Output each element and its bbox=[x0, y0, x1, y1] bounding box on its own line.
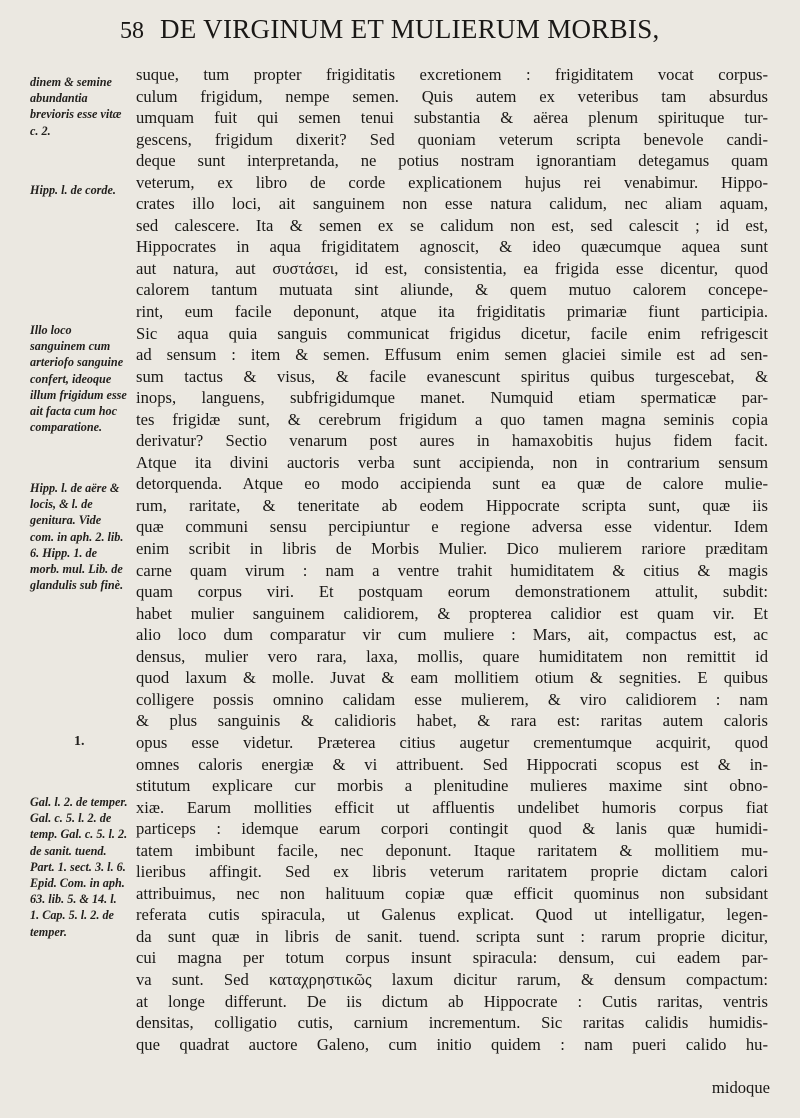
text-line: umquam fuit qui semen tenui substantia & aërea plenum spirituque tur- bbox=[136, 108, 768, 128]
text-line: enim scribit in libris de Morbis Mulier. Dico mulierem rariore præditam bbox=[136, 539, 768, 559]
text-line: da sunt quæ in libris de sanit. tuend. scripta sunt : rarum proprie dicitur, bbox=[136, 926, 768, 946]
text-line: colligere possis omnino calidam esse mulierem, & viro calidiorem : nam bbox=[136, 689, 768, 709]
text-line: densus, mulier vero rara, laxa, mollis, quare humiditatem non remittit id bbox=[136, 646, 768, 666]
text-line: quod laxum & molle. Juvat & eam mollitiem otium & segnities. E quibus bbox=[136, 668, 768, 688]
text-line: Atque ita divini auctoris verba sunt accipienda, non in contrarium sensum bbox=[136, 452, 768, 472]
text-line: gescens, frigidum dixerit? Sed quoniam veterum scripta benevole candi- bbox=[136, 129, 768, 149]
text-line: crates illo loci, ait sanguinem non esse natura calidum, nec aliam aquam, bbox=[136, 194, 768, 214]
margin-notes bbox=[30, 70, 128, 1110]
text-line: suque, tum propter frigiditatis excretionem : frigiditatem vocat corpus- bbox=[136, 65, 768, 84]
text-line: ad sensum : item & semen. Effusum enim semen glaciei simile est ad sen- bbox=[136, 345, 768, 365]
text-line: alio loco dum comparatur vir cum muliere : Mars, ait, compactus est, ac bbox=[136, 625, 768, 645]
text-line: tes frigidæ sunt, & cerebrum frigidum a quo tamen magna seminis copia bbox=[136, 409, 768, 429]
text-line: quam corpus viri. Et postquam eorum demonstrationem attulit, subdit: bbox=[136, 582, 768, 602]
text-line: calorem tantum mutuata sint aliunde, & quem mutuo calorem concepe- bbox=[136, 280, 768, 300]
text-line: xiæ. Earum mollities efficit ut affluentis undelibet humoris corpus fiat bbox=[136, 797, 768, 817]
text-line: habet mulier sanguinem calidiorem, & propterea calidior est quam vir. Et bbox=[136, 603, 768, 623]
text-line: rum, raritate, & teneritate ab eodem Hippocrate scripta sunt, quæ iis bbox=[136, 495, 768, 515]
text-line: sum tactus & visus, & facile evanescunt spiritus quibus turgescebat, & bbox=[136, 366, 768, 386]
text-line: derivatur? Sectio venarum post aures in hamaxobitis hujus fidem facit. bbox=[136, 431, 768, 451]
text-line: at longe differunt. De iis dictum ab Hippocrate : Cutis raritas, ventris bbox=[136, 991, 768, 1011]
margin-note: dinem & semine abundantia brevioris esse vitæ c. 2. bbox=[30, 75, 122, 138]
text-line: culum frigidum, nempe semen. Quis autem ex veteribus tam absurdus bbox=[136, 86, 768, 106]
text-line: veterum, ex libro de corde explicationem hujus rei venabimur. Hippo- bbox=[136, 172, 768, 192]
text-line: Hippocrates in aqua frigiditatem agnoscit, & ideo quæcumque aquea sunt bbox=[136, 237, 768, 257]
margin-note-number: 1. bbox=[74, 734, 85, 749]
text-line: Sic aqua quia sanguis communicat frigidus dicetur, facile enim refrigescit bbox=[136, 323, 768, 343]
margin-note: Hipp. l. de corde. bbox=[30, 183, 116, 197]
text-line: tatem imbibunt facile, nec deponunt. Itaque raritatem & mollitiem mu- bbox=[136, 840, 768, 860]
text-line: stitutum explicare cur morbis a plenitudine mulieres maxime sint obno- bbox=[136, 776, 768, 796]
text-line: inops, languens, subfrigidumque manet. Numquid etiam spermaticæ par- bbox=[136, 388, 768, 408]
page-header bbox=[120, 14, 780, 54]
text-line: particeps : idemque earum corpori contingit quod & lanis quæ humidi- bbox=[136, 819, 768, 839]
text-line: referata cutis spiracula, ut Galenus explicat. Quod ut intelligatur, legen- bbox=[136, 905, 768, 925]
margin-note: Gal. l. 2. de temper. Gal. c. 5. l. 2. de temp. Gal. c. 5. l. 2. de sanit. tuend. Part. 1. sect. 3. l. 6. Epid. Com. in aph. 63. lib. 5. & 14. l. 1. Cap. 5. l. 2. de temper. bbox=[30, 795, 128, 939]
text-line: aut natura, aut συστάσει, id est, consistentia, ea frigida esse dicentur, quod bbox=[136, 258, 768, 278]
page-number: 58 bbox=[120, 18, 144, 44]
text-line: carne quam virum : nam a ventre trahit humiditatem & citius & magis bbox=[136, 560, 768, 580]
body-text bbox=[136, 64, 768, 1084]
text-line: detorquenda. Atque eo modo accipienda sunt ea quæ de calore mulie- bbox=[136, 474, 768, 494]
text-line: va sunt. Sed καταχρηστικῶς laxum dicitur rarum, & densum compactum: bbox=[136, 969, 768, 989]
text-line: sed calescere. Ita & semen ex se calidum non est, sed calescit ; id est, bbox=[136, 215, 768, 235]
margin-note: Illo loco sanguinem cum arteriofo sanguine confert, ideoque illum frigidum esse ait facta cum hoc comparatione. bbox=[30, 323, 127, 435]
text-line: rint, eum facile deponunt, atque ita frigiditatis primariæ fiunt participia. bbox=[136, 302, 768, 322]
margin-note: Hipp. l. de aëre & locis, & l. de genitura. Vide com. in aph. 2. lib. 6. Hipp. 1. de morb. mul. Lib. de glandulis sub finè. bbox=[30, 481, 124, 593]
text-line: que quadrat auctore Galeno, cum initio quidem : nam pueri calido hu- bbox=[136, 1034, 768, 1054]
text-line: opus esse videtur. Præterea citius augetur crementumque acquirit, quod bbox=[136, 732, 768, 752]
text-line: omnes caloris energiæ & vi attribuent. Sed Hippocrati scopus est & in- bbox=[136, 754, 768, 774]
text-line: densitas, colligatio cutis, carnium incrementum. Sic raritas calidis humidis- bbox=[136, 1013, 768, 1033]
text-line: lieribus affingit. Sed ex libris veterum raritatem proprie dictam calori bbox=[136, 862, 768, 882]
text-line: deque sunt interpretanda, ne potius nostram ignorantiam detegamus quam bbox=[136, 151, 768, 171]
text-line: & plus sanguinis & calidioris habet, & rara est: raritas autem caloris bbox=[136, 711, 768, 731]
catchword: midoque bbox=[711, 1078, 770, 1097]
text-line: quæ communi sensu percipiuntur e regione adversa esse videntur. Idem bbox=[136, 517, 768, 537]
running-head: DE VIRGINUM ET MULIERUM MORBIS, bbox=[160, 14, 660, 44]
text-line: attribuimus, nec non halituum copiæ quæ efficit quominus non subsidant bbox=[136, 883, 768, 903]
text-line: cui magna per totum corpus insunt spiracula: densum, cui eadem par- bbox=[136, 948, 768, 968]
